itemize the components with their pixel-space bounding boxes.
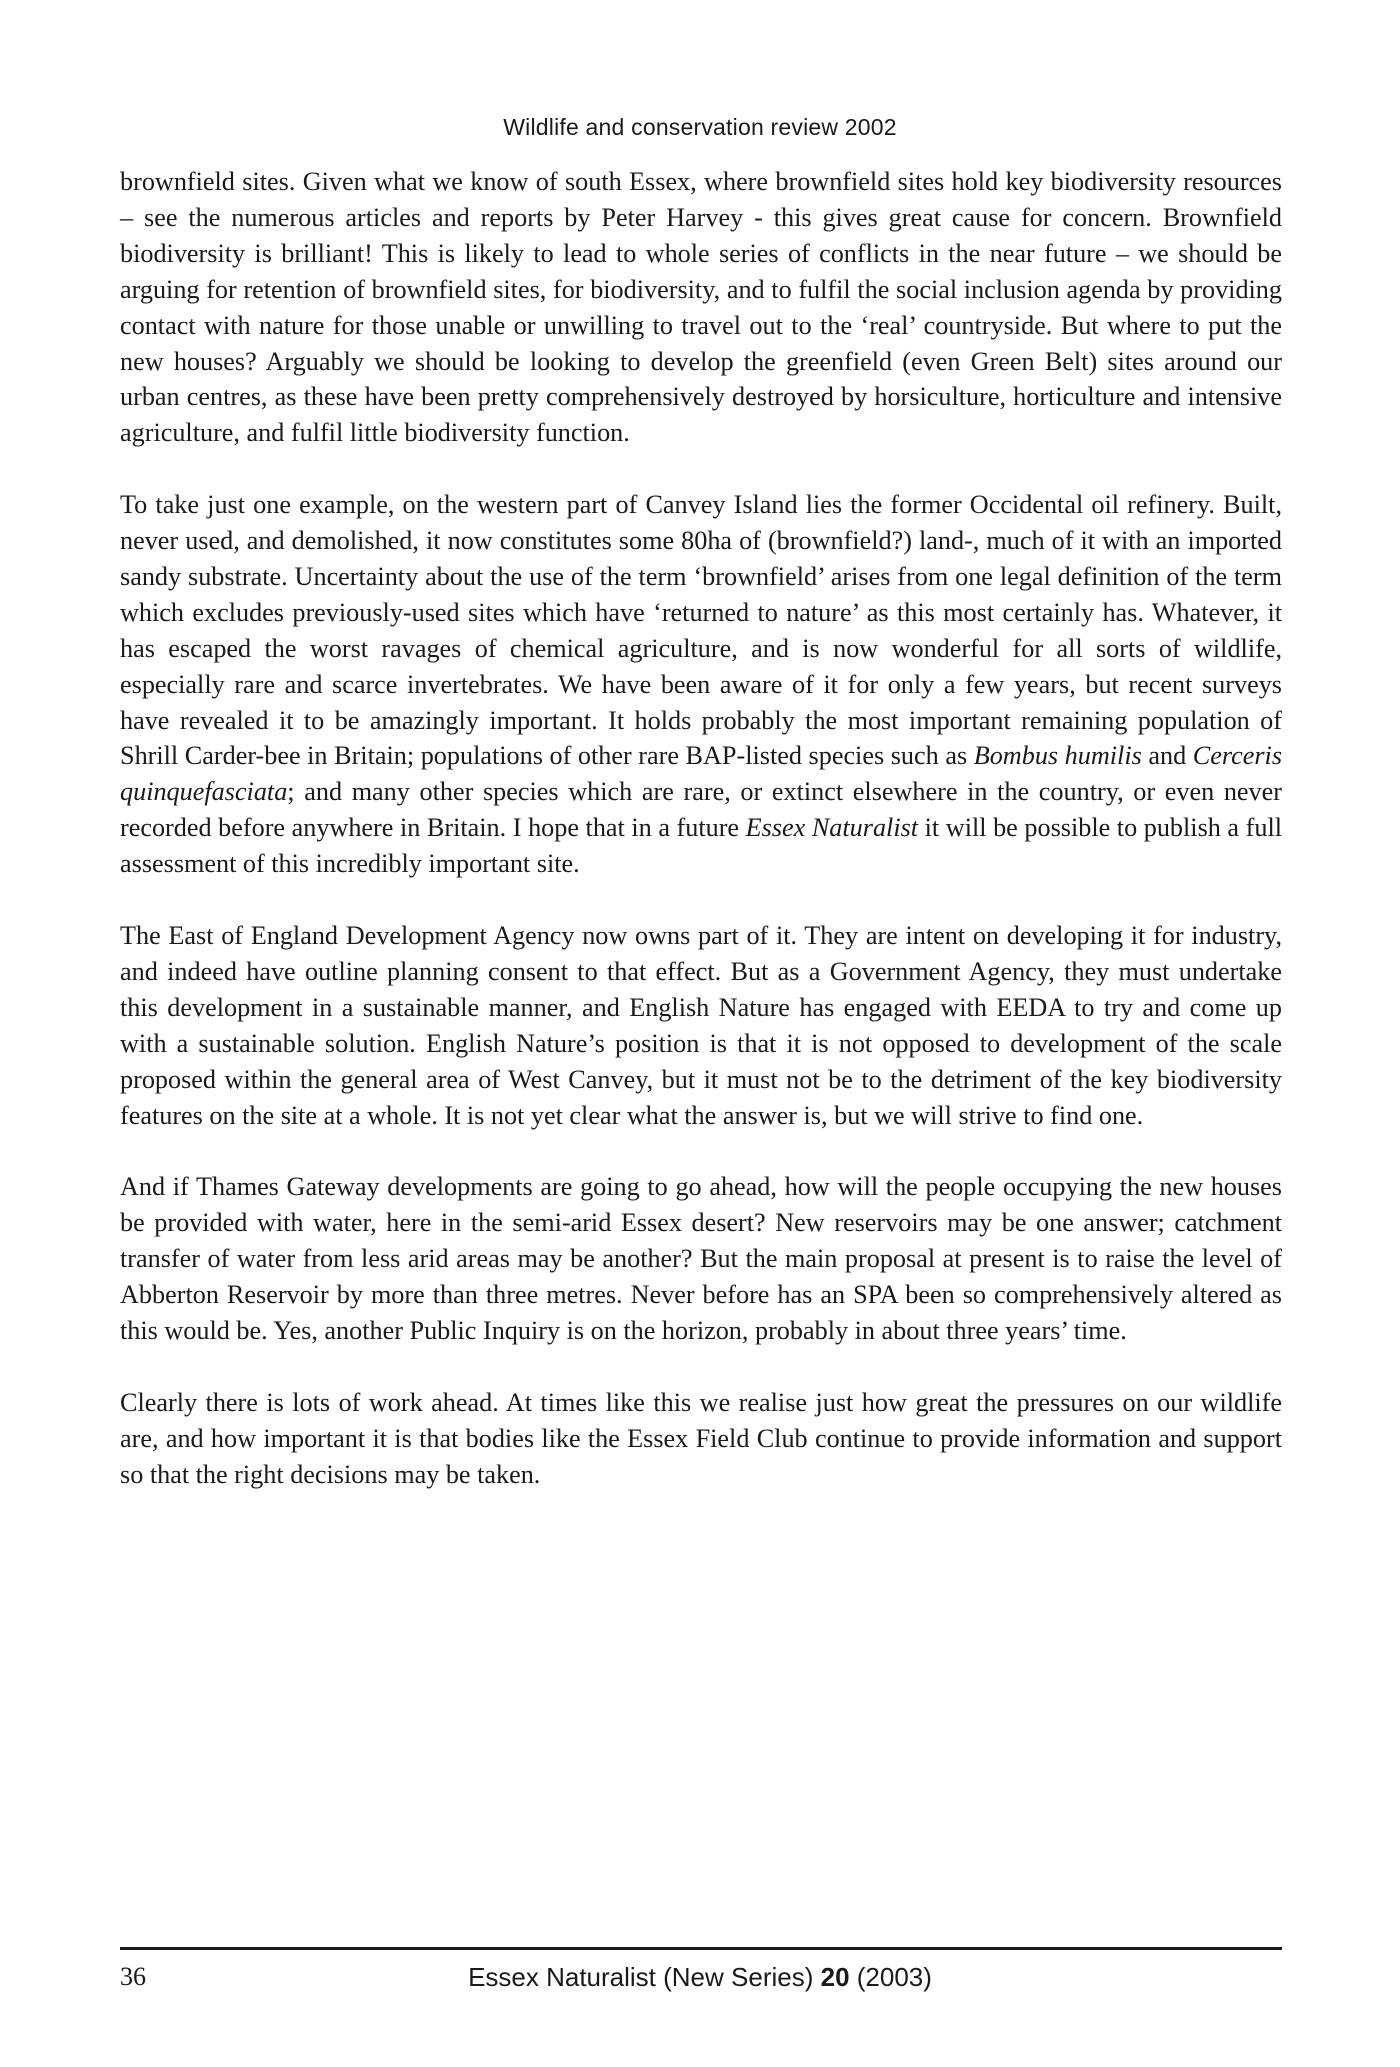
body-paragraph — [120, 1169, 1282, 1349]
text-run: brownfield sites. Given what we know of south Essex, where brownfield sites hold key biodiversity resources – see the numerous articles and reports by Peter Harvey - this gives great cause for concern. Brownfield biodiversity is brilliant! This is likely to lead to whole series of conflicts in the near future – we should be arguing for retention of brownfield sites, for biodiversity, and to fulfil the social inclusion agenda by providing contact with nature for those unable or unwilling to travel out to the ‘real’ countryside. But where to put the new houses? Arguably we should be looking to develop the greenfield (even Green Belt) sites around our urban centres, as these have been pretty comprehensively destroyed by horsiculture, horticulture and intensive agriculture, and fulfil little biodiversity function. — [120, 167, 1282, 448]
journal-name: Essex Naturalist (New Series) — [468, 1962, 821, 1992]
italic-term: Cerceris quinquefasciata — [120, 741, 1283, 807]
article-body — [120, 164, 1282, 1528]
text-run: The East of England Development Agency now owns part of it. They are intent on developing it for industry, and indeed have outline planning consent to that effect. But as a Government Agency, they must undertake this development in a sustainable manner, and English Nature has engaged with EEDA to try and come up with a sustainable solution. English Nature’s position is that it is not opposed to development of the scale proposed within the general area of West Canvey, but it must not be to the detriment of the key biodiversity features on the site at a whole. It is not yet clear what the answer is, but we will strive to find one. — [120, 921, 1282, 1130]
text-run: and — [1141, 741, 1193, 771]
journal-year: (2003) — [849, 1962, 932, 1992]
running-title: Wildlife and conservation review 2002 — [503, 114, 897, 140]
text-run: Clearly there is lots of work ahead. At times like this we realise just how great the pressures on our wildlife are, and how important it is that bodies like the Essex Field Club continue to provide information and support so that the right decisions may be taken. — [120, 1387, 1282, 1489]
text-run: ; and many other species which are rare, or extinct elsewhere in the country, or even never recorded before anywhere in Britain. I hope that in a future — [120, 777, 1282, 843]
body-paragraph — [120, 918, 1282, 1133]
body-paragraph — [120, 1385, 1282, 1493]
body-paragraph — [120, 487, 1282, 882]
text-run: it will be possible to publish a full assessment of this incredibly important site. — [120, 813, 1282, 879]
journal-volume: 20 — [820, 1962, 850, 1992]
footer-divider — [120, 1947, 1282, 1950]
text-run: To take just one example, on the western part of Canvey Island lies the former Occidental oil refinery. Built, never used, and demolished, it now constitutes some 80ha of (brownfield?) land-, much of it with an imported sandy substrate. Uncertainty about the use of the term ‘brownfield’ arises from one legal definition of the term which excludes previously-used sites which have ‘returned to nature’ as this most certainly has. Whatever, it has escaped the worst ravages of chemical agriculture, and is now wonderful for all sorts of wildlife, especially rare and scarce invertebrates. We have been aware of it for only a few years, but recent surveys have revealed it to be amazingly important. It holds probably the most important remaining population of Shrill Carder-bee in Britain; populations of other rare BAP-listed species such as — [120, 490, 1282, 771]
italic-term: Bombus humilis — [973, 741, 1142, 771]
page-number: 36 — [120, 1962, 146, 1991]
italic-term: Essex Naturalist — [745, 813, 919, 843]
journal-citation — [0, 1962, 1400, 1993]
body-paragraph — [120, 164, 1282, 451]
text-run: And if Thames Gateway developments are going to go ahead, how will the people occupying the new houses be provided with water, here in the semi-arid Essex desert? New reservoirs may be one answer; catchment transfer of water from less arid areas may be another? But the main proposal at present is to raise the level of Abberton Reservoir by more than three metres. Never before has an SPA been so comprehensively altered as this would be. Yes, another Public Inquiry is on the horizon, probably in about three years’ time. — [120, 1172, 1282, 1345]
